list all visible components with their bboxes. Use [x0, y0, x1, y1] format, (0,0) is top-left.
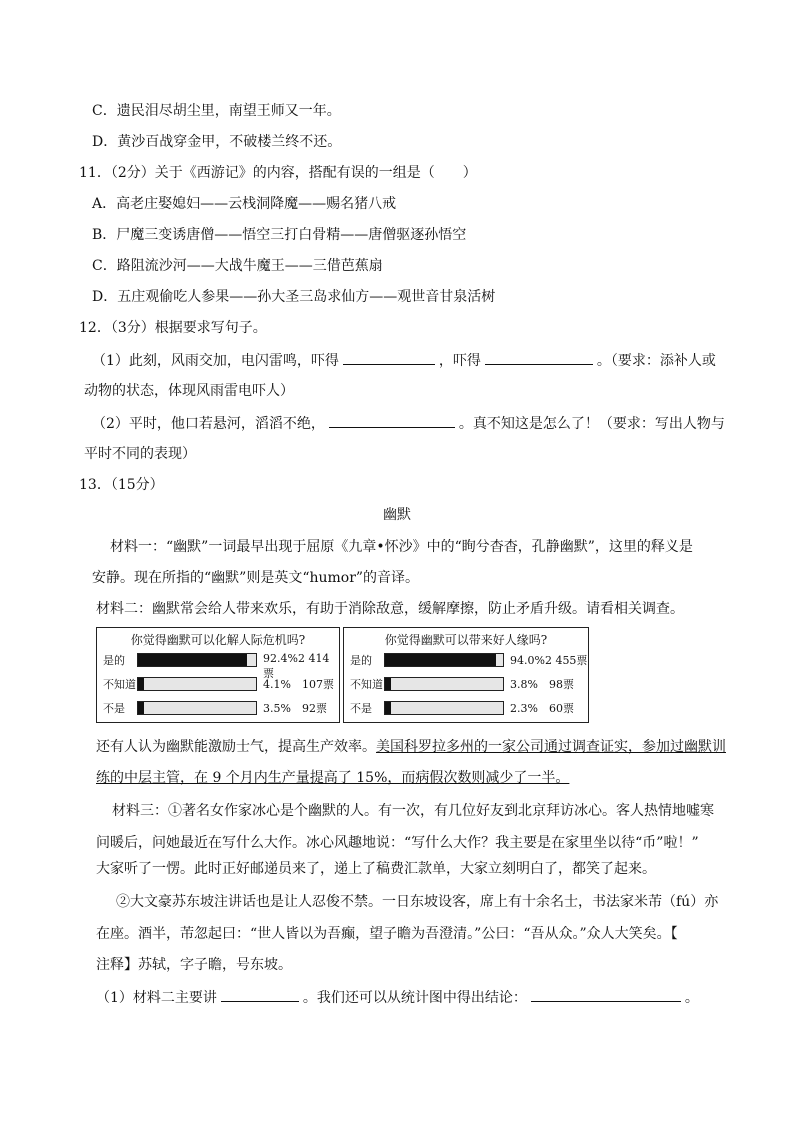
option-d-poem: D．黄沙百战穿金甲，不破楼兰终不还。 [92, 134, 342, 150]
survey-chart-1 [96, 627, 340, 723]
q12-1-line [92, 350, 716, 371]
material-1-line-2: 安静。现在所指的“幽默”则是英文“humor”的音译。 [92, 570, 420, 586]
chart-2-title: 你觉得幽默可以带来好人缘吗? [384, 633, 548, 647]
chart-2-label-no: 不是 [350, 702, 372, 715]
q13-1-text-c: 。 [684, 990, 699, 1006]
question-11: 11．（2分）关于《西游记》的内容，搭配有误的一组是（ ） [79, 165, 477, 181]
q11-option-c: C．路阻流沙河——大战牛魔王——三借芭蕉扇 [92, 258, 383, 274]
chart-2-bar-yes [384, 653, 504, 667]
q12-2-text-b: 。真不知这是怎么了！（要求：写出人物与 [458, 416, 725, 432]
answer-blank-1[interactable] [343, 350, 435, 365]
material-3-line-6: 注释】苏轼，字子瞻，号东坡。 [96, 957, 292, 973]
chart-1-bar-yes [137, 653, 257, 667]
q11-option-a: A．高老庄娶媳妇——云栈洞降魔——赐名猪八戒 [92, 196, 397, 212]
q13-1-text-b: 。我们还可以从统计图中得出结论： [302, 990, 527, 1006]
chart-1-row-yes [97, 650, 339, 680]
chart-2-row-yes [344, 650, 588, 668]
survey-chart-2 [343, 627, 589, 723]
after-chart-text: 还有人认为幽默能激励士气，提高生产效率。 [96, 739, 376, 755]
chart-1-label-yes: 是的 [103, 654, 125, 667]
answer-blank-2[interactable] [485, 350, 593, 365]
chart-2-value-no: 2.3% 60票 [510, 702, 574, 715]
chart-1-fill-yes [138, 654, 247, 666]
chart-2-value-yes: 94.0%2 455票 [510, 654, 588, 667]
chart-1-fill-no [138, 702, 144, 714]
passage-title: 幽默 [383, 507, 411, 523]
material-3-line-4: ②大文豪苏东坡注讲话也是让人忍俊不禁。一日东坡设客，席上有十余名士，书法家米芾（fú）亦 [116, 894, 719, 910]
after-chart-line-1 [96, 737, 726, 757]
q12-2-text-a: （2）平时，他口若悬河，滔滔不绝， [92, 416, 325, 432]
material-1-line-1: 材料一：“幽默”一词最早出现于屈原《九章•怀沙》中的“眴兮杳杳，孔静幽默”，这里的释义是 [110, 539, 693, 555]
option-c-poem: C．遗民泪尽胡尘里，南望王师又一年。 [92, 103, 341, 119]
material-3-line-1: 材料三：①著名女作家冰心是个幽默的人。有一次，有几位好友到北京拜访冰心。客人热情地嘘寒 [112, 803, 714, 819]
material-3-line-2: 问暖后，问她最近在写什么大作。冰心风趣地说：“写什么大作？我主要是在家里坐以待“币”啦！” [96, 835, 699, 851]
chart-2-bar-no [384, 701, 504, 715]
chart-1-label-unknown: 不知道 [103, 678, 136, 691]
chart-2-fill-unknown [385, 678, 391, 690]
chart-1-value-no: 3.5% 92票 [263, 702, 327, 715]
chart-1-label-no: 不是 [103, 702, 125, 715]
chart-1-value-yes: 92.4%2 414票 [263, 652, 330, 680]
after-chart-underlined: 美国科罗拉多州的一家公司通过调查证实，参加过幽默训 [376, 739, 726, 755]
chart-2-fill-yes [385, 654, 496, 666]
chart-1-bar-unknown [137, 677, 257, 691]
chart-1-row-no [97, 698, 339, 716]
chart-1-bar-no [137, 701, 257, 715]
answer-blank-3[interactable] [329, 413, 455, 428]
q13-1-text-a: （1）材料二主要讲 [96, 990, 217, 1006]
q12-1-text-b: ，吓得 [438, 353, 481, 369]
chart-1-value-unknown: 4.1% 107票 [263, 678, 334, 691]
q12-1-requirement: 动物的状态，体现风雨雷电吓人） [84, 383, 294, 399]
chart-2-bar-unknown [384, 677, 504, 691]
q12-1-text-c: 。（要求：添补人或 [596, 353, 716, 369]
q11-option-b: B．尸魔三变诱唐僧——悟空三打白骨精——唐僧驱逐孙悟空 [92, 227, 467, 243]
chart-2-value-unknown: 3.8% 98票 [510, 678, 574, 691]
q12-1-text-a: （1）此刻，风雨交加，电闪雷鸣，吓得 [92, 353, 339, 369]
answer-blank-4[interactable] [221, 987, 299, 1002]
q12-2-line [92, 413, 725, 434]
chart-1-fill-unknown [138, 678, 144, 690]
q11-option-d: D．五庄观偷吃人参果——孙大圣三岛求仙方——观世音甘泉活树 [92, 289, 496, 305]
material-3-line-5: 在座。酒半，芾忽起曰：“世人皆以为吾癫，望子瞻为吾澄清。”公曰：“吾从众。”众人大笑矣。【 [96, 926, 678, 942]
chart-2-fill-no [385, 702, 391, 714]
q13-1-line [96, 987, 699, 1008]
question-13: 13．（15分） [79, 477, 164, 493]
question-12: 12．（3分）根据要求写句子。 [79, 320, 267, 336]
q12-2-requirement: 平时不同的表现） [84, 446, 196, 462]
material-2-intro: 材料二：幽默常会给人带来欢乐，有助于消除敌意，缓解摩擦，防止矛盾升级。请看相关调查。 [96, 601, 684, 617]
chart-2-label-unknown: 不知道 [350, 678, 383, 691]
chart-2-label-yes: 是的 [350, 654, 372, 667]
chart-1-row-unknown [97, 674, 339, 692]
chart-2-row-unknown [344, 674, 588, 692]
chart-1-title: 你觉得幽默可以化解人际危机吗? [130, 633, 306, 647]
answer-blank-5[interactable] [531, 987, 681, 1002]
chart-2-row-no [344, 698, 588, 716]
material-3-line-3: 大家听了一愣。此时正好邮递员来了，递上了稿费汇款单，大家立刻明白了，都笑了起来。 [96, 861, 656, 877]
after-chart-line-2: 练的中层主管，在 9 个月内生产量提高了 15%，而病假次数则减少了一半。 [96, 770, 570, 786]
